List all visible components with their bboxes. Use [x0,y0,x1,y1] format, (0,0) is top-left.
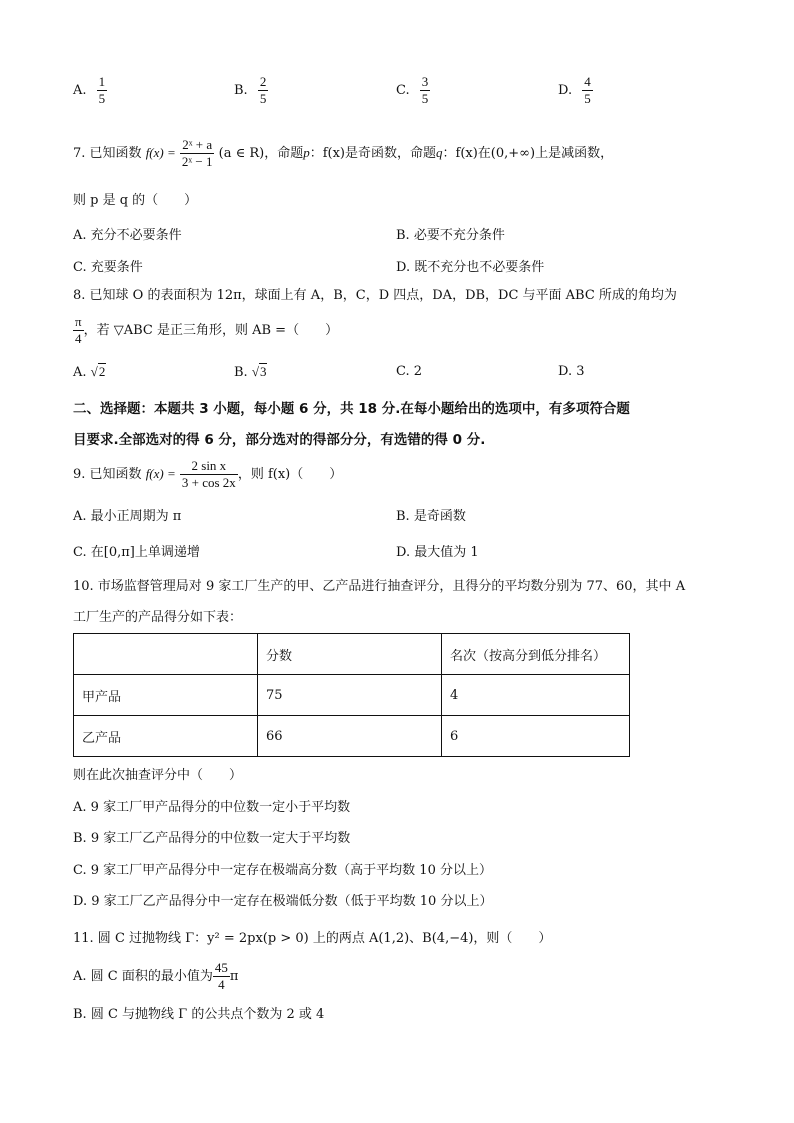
table-cell: 66 [258,716,442,757]
q7-option-c: C. 充要条件 [73,260,143,275]
table-cell: 75 [258,675,442,716]
q11-stem: 11. 圆 C 过抛物线 Γ：y² = 2px(p > 0) 上的两点 A(1,2)、B(4,−4)，则（ ） [73,931,552,946]
q6-option-c: C. $\frac{3}{5}$ [396,74,429,106]
table-header-cell: 分数 [258,634,442,675]
table-row [74,675,630,716]
q8-stem-line1: 8. 已知球 O 的表面积为 12π，球面上有 A，B，C，D 四点，DA，DB，DC 与平面 ABC 所成的角均为 [73,288,677,303]
table-header-row [74,634,630,675]
option-letter: A. [73,83,87,98]
option-letter: B. [234,83,248,98]
q8-option-a: A. √2 [73,364,106,380]
q8-option-b: B. √3 [234,364,267,380]
sqrt-symbol: √2 [90,364,106,379]
q7-option-b: B. 必要不充分条件 [396,228,505,243]
q8-option-c: C. 2 [396,364,423,379]
option-letter: D. [558,83,573,98]
section2-heading-line1: 二、选择题：本题共 3 小题，每小题 6 分，共 18 分.在每小题给出的选项中，有多项符合题 [73,401,630,417]
q9-option-a: A. 最小正周期为 π [73,509,182,524]
option-letter: C. [396,83,410,98]
q8-option-d: D. 3 [558,364,585,379]
q7-option-a: A. 充分不必要条件 [73,228,182,243]
q9-option-d: D. 最大值为 1 [396,545,479,560]
q10-after-table: 则在此次抽查评分中（ ） [73,768,243,783]
q6-option-d: D. $\frac{4}{5}$ [558,74,591,106]
q10-option-a: A. 9 家工厂甲产品得分的中位数一定小于平均数 [73,800,351,815]
q10-option-c: C. 9 家工厂甲产品得分中一定存在极端高分数（高于平均数 10 分以上） [73,863,492,878]
section2-heading-line2: 目要求.全部选对的得 6 分，部分选对的得部分分，有选错的得 0 分. [73,432,486,448]
sqrt-symbol: √3 [251,364,267,379]
q7-stem: 7. 已知函数 f(x) = $\frac{\text{2ˣ + a}}{\text{2ˣ − 1}}$ (a ∈ R)，命题p：f(x)是奇函数，命题q：f(x)在(0,+∞)上是减函数， [73,137,614,169]
table-row [74,716,630,757]
q10-stem-line2: 工厂生产的产品得分如下表： [73,610,243,625]
table-cell: 6 [442,716,630,757]
q6-option-a: A. $\frac{1}{5}$ [73,74,106,106]
q10-option-d: D. 9 家工厂乙产品得分中一定存在极端低分数（低于平均数 10 分以上） [73,894,493,909]
table-header-cell: 名次（按高分到低分排名） [442,634,630,675]
q7-question-line: 则 p 是 q 的（ ） [73,193,198,208]
table-header-cell [74,634,258,675]
q10-option-b: B. 9 家工厂乙产品得分的中位数一定大于平均数 [73,831,351,846]
q11-option-a: A. 圆 C 面积的最小值为 $\frac{45}{4}$ π [73,960,239,992]
q11-option-b: B. 圆 C 与抛物线 Γ 的公共点个数为 2 或 4 [73,1007,325,1022]
q9-option-c: C. 在[0,π]上单调递增 [73,545,200,560]
table-cell: 乙产品 [74,716,258,757]
score-table [73,633,630,757]
q6-option-b: B. $\frac{2}{5}$ [234,74,267,106]
q9-stem: 9. 已知函数 f(x) = $\frac{\text{2 sin x}}{3 + \cos 2x}$ ，则 f(x)（ ） [73,458,343,490]
q9-option-b: B. 是奇函数 [396,509,466,524]
q7-option-d: D. 既不充分也不必要条件 [396,260,545,275]
table-cell: 4 [442,675,630,716]
table-cell: 甲产品 [74,675,258,716]
q8-stem-line2: $\frac{\pi}{4}$ ，若 ▽ABC 是正三角形，则 AB =（ ） [75,314,339,346]
q10-stem-line1: 10. 市场监督管理局对 9 家工厂生产的甲、乙产品进行抽查评分，且得分的平均数分别为 77、60，其中 A [73,579,686,594]
